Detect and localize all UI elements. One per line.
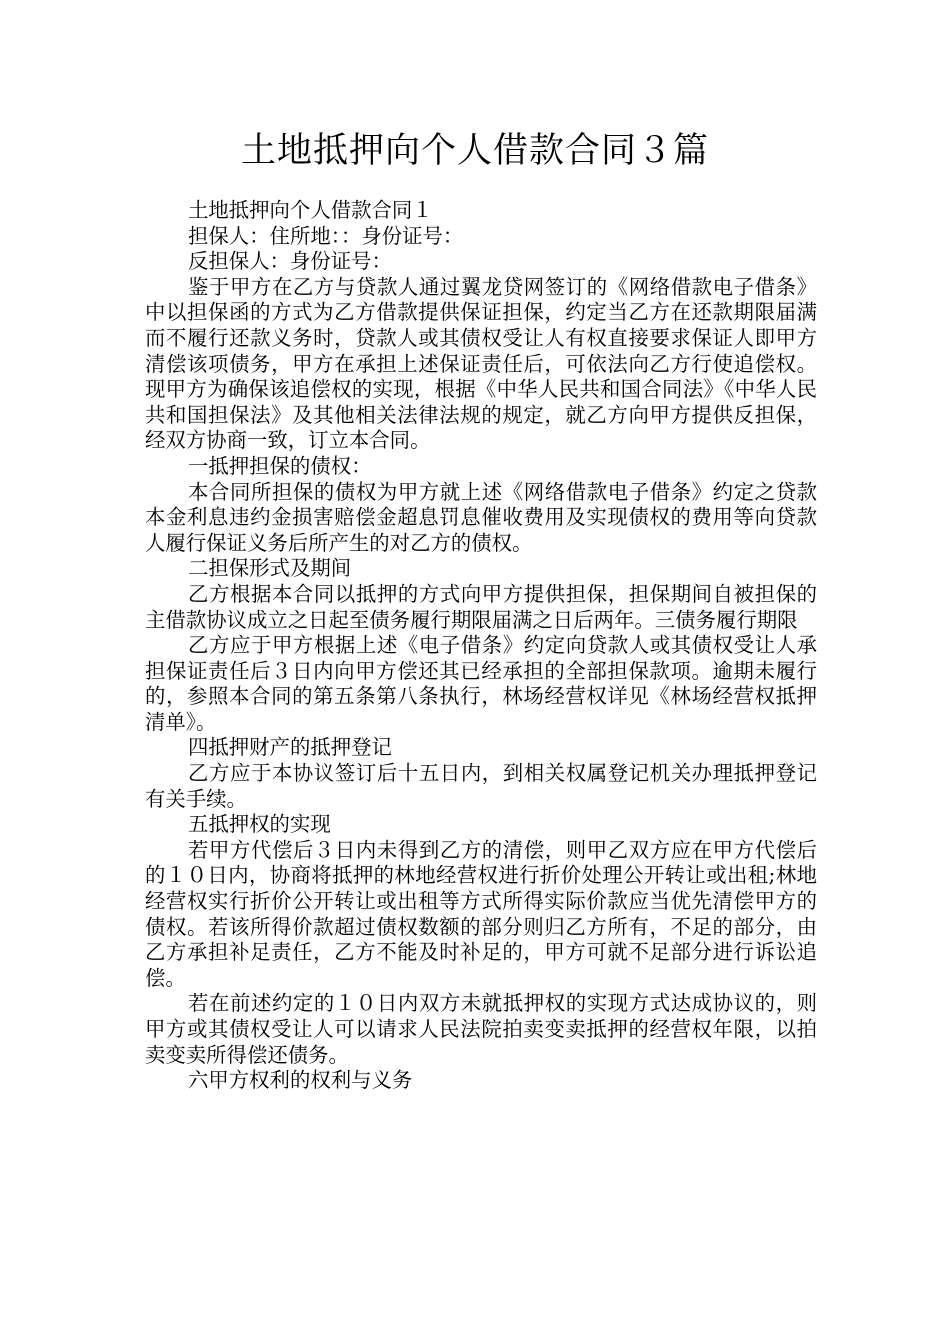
section-heading-2: 二担保形式及期间 <box>188 556 352 581</box>
section-heading-6: 六甲方权利的权利与义务 <box>188 1068 413 1093</box>
section-3-paragraph: 乙方应于甲方根据上述《电子借条》约定向贷款人或其债权受让人承担保证责任后３日内向甲方偿还其已经承担的全部担保款项。逾期未履行的，参照本合同的第五条第八条执行，林场经营权详见《林场经营权抵押清单》。 <box>145 633 817 734</box>
contract-subtitle: 土地抵押向个人借款合同１ <box>188 198 433 222</box>
section-heading-1: 一抵押担保的债权： <box>188 453 372 478</box>
section-heading-5: 五抵押权的实现 <box>188 812 331 837</box>
section-4-paragraph: 乙方应于本协议签订后十五日内，到相关权属登记机关办理抵押登记有关手续。 <box>145 761 817 811</box>
counter-guarantor-line: 反担保人：身份证号： <box>188 249 392 274</box>
guarantor-line: 担保人：住所地：：身份证号： <box>188 223 464 248</box>
section-2-paragraph: 乙方根据本合同以抵押的方式向甲方提供担保，担保期间自被担保的主借款协议成立之日起至债务履行期限届满之日后两年。三债务履行期限 <box>145 581 817 632</box>
document-body <box>145 198 817 1094</box>
section-5-paragraph-1: 若甲方代偿后３日内未得到乙方的清偿，则甲乙双方应在甲方代偿后的１０日内，协商将抵押的林地经营权进行折价处理公开转让或出租;林地经营权实行折价公开转让或出租等方式所得实际价款应当优先清偿甲方的债权。若该所得价款超过债权数额的部分则归乙方所有，不足的部分，由乙方承担补足责任，乙方不能及时补足的，甲方可就不足部分进行诉讼追偿。 <box>145 837 817 990</box>
section-5-paragraph-2: 若在前述约定的１０日内双方未就抵押权的实现方式达成协议的，则甲方或其债权受让人可以请求人民法院拍卖变卖抵押的经营权年限，以拍卖变卖所得偿还债务。 <box>145 991 817 1067</box>
section-heading-4: 四抵押财产的抵押登记 <box>188 735 392 760</box>
preamble-paragraph: 鉴于甲方在乙方与贷款人通过翼龙贷网签订的《网络借款电子借条》中以担保函的方式为乙方借款提供保证担保，约定当乙方在还款期限届满而不履行还款义务时，贷款人或其债权受让人有权直接要求保证人即甲方清偿该项债务，甲方在承担上述保证责任后，可依法向乙方行使追偿权。现甲方为确保该追偿权的实现，根据《中华人民共和国合同法》《中华人民共和国担保法》及其他相关法律法规的规定，就乙方向甲方提供反担保，经双方协商一致，订立本合同。 <box>145 274 817 453</box>
section-1-paragraph: 本合同所担保的债权为甲方就上述《网络借款电子借条》约定之贷款本金利息违约金损害赔偿金超息罚息催收费用及实现债权的费用等向贷款人履行保证义务后所产生的对乙方的债权。 <box>145 479 817 555</box>
document-title: 土地抵押向个人借款合同３篇 <box>240 131 709 171</box>
